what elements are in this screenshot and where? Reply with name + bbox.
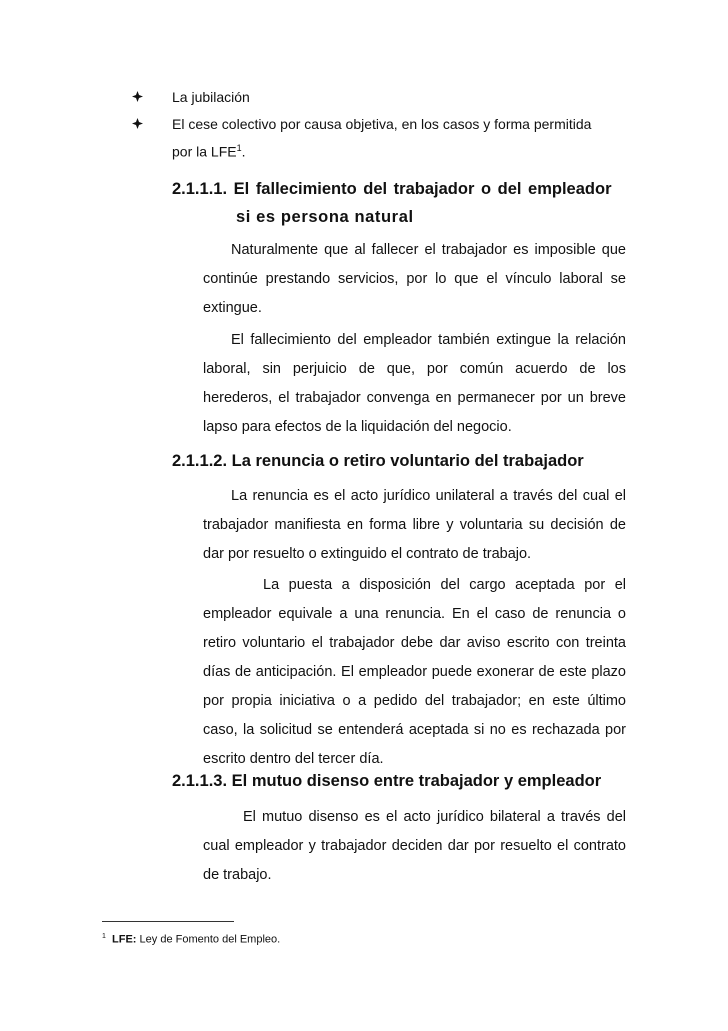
bullet-text-line1: El cese colectivo por causa objetiva, en los casos y forma permitida bbox=[172, 116, 592, 132]
bullet-text-line2-prefix: por la LFE bbox=[172, 143, 237, 160]
section-number: 2.1.1.1. bbox=[172, 180, 228, 198]
footnote-number: 1 bbox=[102, 933, 106, 940]
section-heading-2-1-1-3 bbox=[172, 767, 601, 795]
section-heading-2-1-1-1-line2 bbox=[236, 203, 414, 231]
section-number: 2.1.1.3. bbox=[172, 772, 228, 790]
footnote-separator bbox=[102, 921, 234, 922]
paragraph bbox=[203, 326, 626, 442]
section-title: El mutuo disenso entre trabajador y empleador bbox=[231, 772, 602, 790]
bullet-text: La jubilación bbox=[172, 89, 250, 105]
diamond-bullet-icon bbox=[132, 118, 143, 129]
footnote-term: LFE: bbox=[112, 933, 137, 946]
section-number: 2.1.1.2. bbox=[172, 452, 228, 470]
section-title: La renuncia o retiro voluntario del trabajador bbox=[231, 452, 584, 470]
section-title-line2: si es persona natural bbox=[236, 208, 414, 226]
section-heading-2-1-1-1 bbox=[172, 175, 612, 203]
paragraph bbox=[203, 482, 626, 569]
footnote-text: Ley de Fomento del Empleo. bbox=[136, 933, 281, 946]
footnote-ref[interactable]: 1 bbox=[236, 143, 242, 153]
paragraph-text: El mutuo disenso es el acto jurídico bilateral a través del cual empleador y trabajador deciden dar por resuelto el contrato de trabajo. bbox=[203, 809, 626, 883]
paragraph bbox=[203, 236, 626, 323]
paragraph-text: El fallecimiento del empleador también extingue la relación laboral, sin perjuicio de que, por común acuerdo de los herederos, el trabajador convenga en permanecer por un breve lapso para efectos de la liquidación del negocio. bbox=[203, 332, 626, 435]
bullet-text-line2-suffix: . bbox=[241, 143, 246, 160]
paragraph bbox=[203, 803, 626, 890]
section-heading-2-1-1-2 bbox=[172, 447, 584, 475]
section-title-line1: El fallecimiento del trabajador o del empleador bbox=[233, 180, 612, 198]
paragraph-text: La puesta a disposición del cargo aceptada por el empleador equivale a una renuncia. En el caso de renuncia o retiro voluntario el trabajador debe dar aviso escrito con treinta días de anticipación. El empleador puede exonerar de este plazo por propia iniciativa o a pedido del trabajador; en este último caso, la solicitud se entenderá aceptada si no es rechazada por escrito dentro del tercer día. bbox=[203, 577, 626, 767]
footnote bbox=[102, 930, 280, 947]
paragraph-text: Naturalmente que al fallecer el trabajador es imposible que continúe prestando servicios, por lo que el vínculo laboral se extingue. bbox=[203, 242, 626, 316]
diamond-bullet-icon bbox=[132, 91, 143, 102]
bullet-text-line2 bbox=[172, 137, 246, 163]
paragraph bbox=[203, 571, 626, 774]
paragraph-text: La renuncia es el acto jurídico unilateral a través del cual el trabajador manifiesta en forma libre y voluntaria su decisión de dar por resuelto o extinguido el contrato de trabajo. bbox=[203, 488, 626, 562]
